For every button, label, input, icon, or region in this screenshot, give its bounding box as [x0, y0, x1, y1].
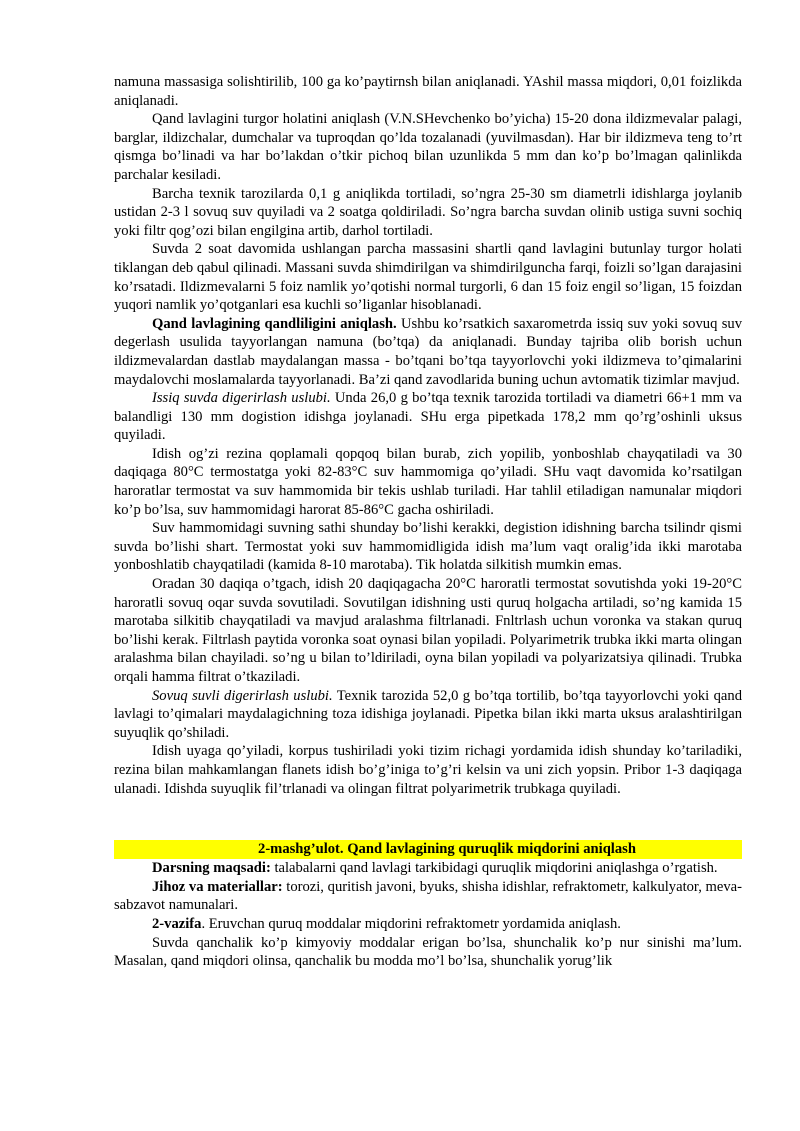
paragraph-hot-digestion	[114, 389, 742, 445]
paragraph-lead-italic: Sovuq suvli digerirlash uslubi.	[152, 687, 333, 704]
paragraph-lead-bold: 2-vazifa	[152, 915, 202, 932]
section-heading: 2-mashg’ulot. Qand lavlagining quruqlik miqdorini aniqlash	[114, 840, 742, 859]
paragraph-body: . Eruvchan quruq moddalar miqdorini refraktometr yordamida aniqlash.	[201, 915, 621, 932]
paragraph-lesson-goal	[114, 859, 742, 878]
paragraph-continuation: namuna massasiga solishtirilib, 100 ga ko’paytirnsh bilan aniqlanadi. YAshil massa miqdori, 0,01 foizlikda aniqlanadi.	[114, 74, 742, 109]
paragraph-cold-digestion	[114, 687, 742, 743]
paragraph-body: torozi, quritish javoni, byuks, shisha idishlar, refraktometr, kalkulyator, meva-sabzavot namunalari.	[114, 878, 742, 914]
document-page	[114, 73, 742, 971]
paragraph-body: Ushbu ko’rsatkich saxarometrda issiq suv yoki sovuq suv degerlash usulida tayyorlangan namuna (bo’tqa) da aniqlanadi. Bunday tajriba olib borish uchun ildizmevalardan dastlab maydalangan massa - bo’tqani bo’tqa tayyorlovchi yoki ildizmeva to’qimalarini maydalovchi moslamalarda tayyorlanadi. Ba’zi qand zavodlarida buning uchun avtomatik tizimlar mavjud.	[114, 315, 742, 388]
paragraph-sugar-content	[114, 315, 742, 389]
paragraph-refraction: Suvda qanchalik ko’p kimyoviy moddalar erigan bo’lsa, shunchalik ko’p nur sinishi ma’lum. Masalan, qand miqdori olinsa, qanchalik bu modda mo’l bo’lsa, shunchalik yorug’lik	[114, 934, 742, 970]
paragraph-lead-bold: Jihoz va materiallar:	[152, 878, 283, 895]
paragraph-water-bath: Suv hammomidagi suvning sathi shunday bo’lishi kerakki, degistion idishning barcha tsilindr qismi suvda bo’lishi shart. Termostat yoki suv hammomidligida idish ma’lum vaqt oralig’ida ikki marotaba yonboshlatib chayqatiladi (kamida 8-10 marotaba). Tik holatda silkitish mumkin emas.	[114, 520, 742, 574]
paragraph-weighing: Barcha texnik tarozilarda 0,1 g aniqlikda tortiladi, so’ngra 25-30 sm diametrli idishlarga joylanib ustidan 2-3 l sovuq suv quyiladi va 2 soatga qoldiriladi. So’ngra barcha suvdan olinib ustiga suvni sochiq yoki filtr qog’ozi bilan engilgina artib, darhol tortiladi.	[114, 185, 742, 239]
paragraph-lead-bold: Qand lavlagining qandliligini aniqlash.	[152, 315, 397, 332]
paragraph-thermostat: Idish og’zi rezina qoplamali qopqoq bilan burab, zich yopilib, yonboshlab chayqatiladi va 30 daqiqaga 80°C termostatga yoki 82-83°C suv hammomiga qo’yiladi. SHu vaqt davomida ko’rsatilgan haroratlar termostat va suv hammomida bir tekis ushlab turiladi. Har tahlil etiladigan namunalar miqdori ko’p bo’lsa, suv hammomidagi harorat 85-86°C gacha oshiriladi.	[114, 445, 742, 518]
paragraph-task	[114, 915, 742, 934]
paragraph-turgor-result: Suvda 2 soat davomida ushlangan parcha massasini shartli qand lavlagini butunlay turgor holati tiklangan deb qabul qilinadi. Massani suvda shimdirilgan va shimdirilguncha farqi, foizli so’lgan darajasini ko’rsatadi. Ildizmevalarni 5 foiz namlik yo’qotishi normal turgorli, 6 dan 15 foiz engil so’ligan, 15 foizdan yuqori namlik yo’qotganlari esa kuchli so’liganlar hisoblanadi.	[114, 241, 742, 314]
paragraph-body: talabalarni qand lavlagi tarkibidagi quruqlik miqdorini aniqlashga o’rgatish.	[270, 860, 718, 877]
paragraph-equipment	[114, 878, 742, 915]
paragraph-lead-bold: Darsning maqsadi:	[152, 860, 271, 877]
paragraph-cooling-filtration: Oradan 30 daqiqa o’tgach, idish 20 daqiqagacha 20°C haroratli termostat sovutishda yoki 19-20°C haroratli sovuq oqar suvda sovutiladi. Sovutilgan idishning usti quruq holgacha artiladi, so’ng kamida 15 marotaba silkitib chayqatiladi va mavjud aralashma filtrlanadi. Fnltrlash uchun voronka va stakan quruq bo’lishi kerak. Filtrlash paytida voronka soat oynasi bilan yopiladi. Polyarimetrik trubka ikki marta olingan aralashma bilan chayiladi. so’ng u bilan to’ldiriladi, oyna bilan yopiladi va polyarizatsiya qilinadi. Trubka orqali hamma filtrat o’tkaziladi.	[114, 576, 742, 685]
paragraph-turgor-method: Qand lavlagini turgor holatini aniqlash (V.N.SHevchenko bo’yicha) 15-20 dona ildizmevalar palagi, barglar, ildizchalar, dumchalar va tuproqdan qo’lda tozalanadi (yuvilmasdan). Har bir ildizmeva teng to’rt qismga bo’linadi va har bo’lakdan o’tkir pichoq bilan uzunlikda 5 mm dan ko’p bo’lmagan qalinlikda parchalar kesiladi.	[114, 111, 742, 183]
paragraph-lead-italic: Issiq suvda digerirlash uslubi.	[152, 390, 331, 407]
paragraph-body: Unda 26,0 g bo’tqa texnik tarozida tortiladi va diametri 66+1 mm va balandligi 130 mm dogistion idishga joylanadi. SHu erga pipetkada 178,2 mm qo’rg’oshinli uksus quyiladi.	[114, 390, 742, 444]
section-spacer	[114, 798, 742, 840]
paragraph-body: Texnik tarozida 52,0 g bo’tqa tortilib, bo’tqa tayyorlovchi yoki qand lavlagi to’qimalari maydalagichning toza idishiga joylanadi. Pipetka bilan ikki marta uksus aralashtirilgan suyuqlik qo’shiladi.	[114, 687, 742, 741]
paragraph-apparatus: Idish uyaga qo’yiladi, korpus tushiriladi yoki tizim richagi yordamida idish shunday ko’tariladiki, rezina bilan mahkamlangan flanets idish bo’g’iniga to’g’ri kelsin va uni zich yopsin. Pribor 1-3 daqiqaga ulanadi. Idishda suyuqlik fil’trlanadi va olingan filtrat polyarimetrik trubkaga quyiladi.	[114, 743, 742, 797]
